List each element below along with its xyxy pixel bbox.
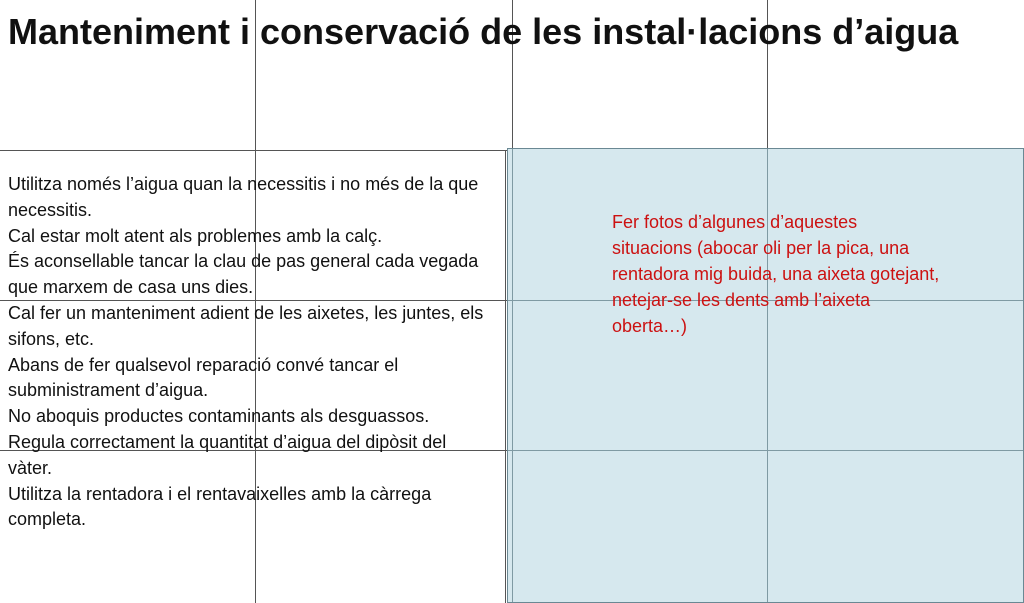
list-item: Abans de fer qualsevol reparació convé tancar el subministrament d’aigua. — [8, 354, 399, 401]
list-item: Utilitza només l’aigua quan la necessitis i no més de la que necessitis. — [8, 174, 479, 220]
activity-note: Fer fotos d’algunes d’aquestes situacions (abocar oli per la pica, una rentadora mig buida, una aixeta gotejant, netejar-se les dents amb l’aixeta oberta…) — [612, 212, 940, 336]
slide-title: Manteniment i conservació de les instal·lacions d’aigua — [8, 11, 959, 52]
list-item: És aconsellable tancar la clau de pas general cada vegada que marxem de casa uns dies. — [8, 251, 479, 298]
list-item: Utilitza la rentadora i el rentavaixelles amb la càrrega completa. — [8, 483, 432, 530]
list-item: Cal fer un manteniment adient de les aixetes, les juntes, els sifons, etc. — [8, 302, 484, 349]
list-item: Regula correctament la quantitat d’aigua del dipòsit del vàter. — [8, 431, 447, 478]
grid-line — [0, 150, 507, 151]
panel-grid-line — [512, 149, 513, 602]
panel-grid-line — [508, 450, 1023, 451]
grid-line — [505, 150, 506, 603]
tips-list — [8, 172, 488, 533]
list-item: No aboquis productes contaminants als desguassos. — [8, 406, 430, 427]
list-item: Cal estar molt atent als problemes amb la calç. — [8, 225, 383, 246]
